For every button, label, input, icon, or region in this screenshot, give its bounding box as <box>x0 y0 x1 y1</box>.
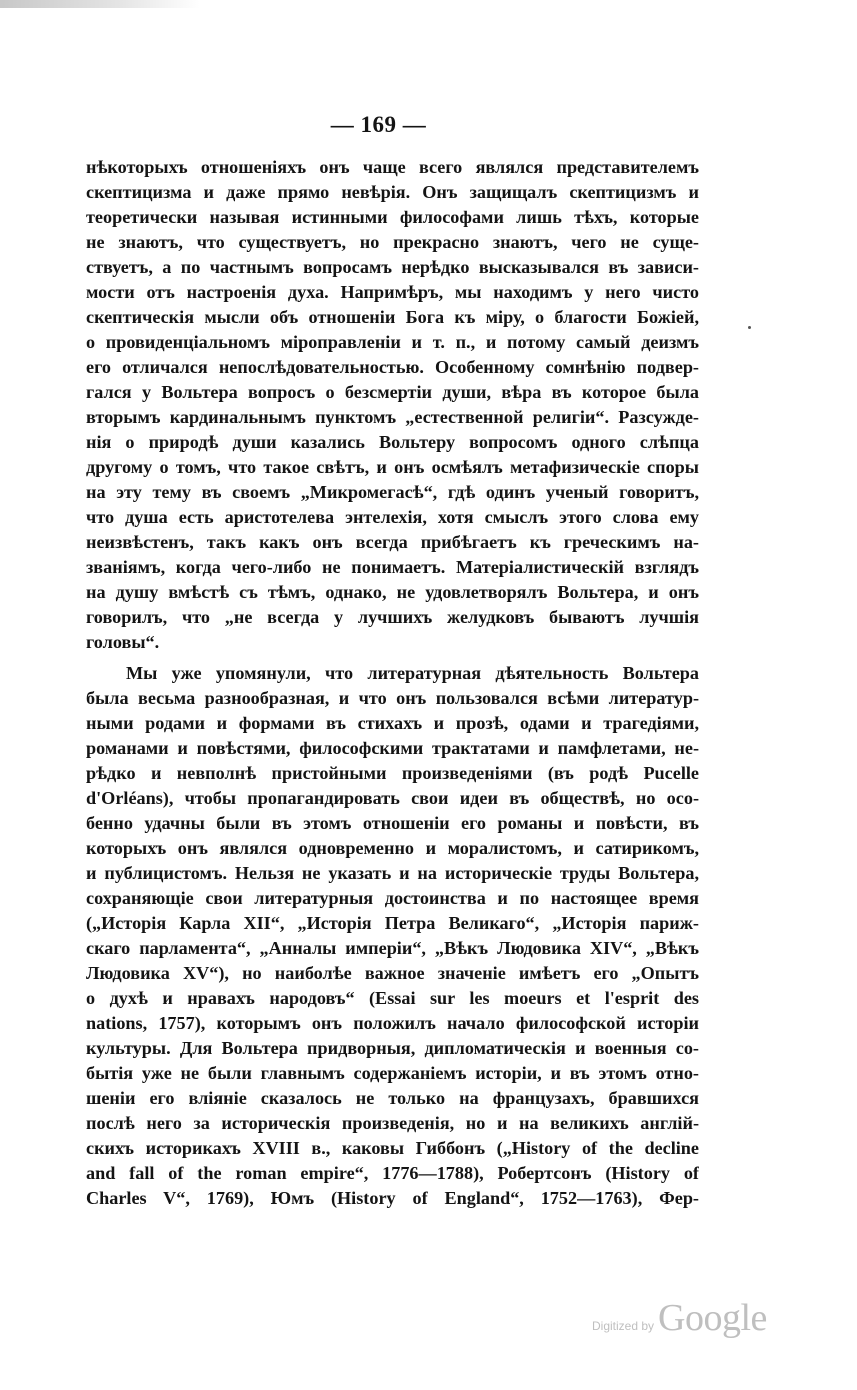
text-line: сохраняющіе свои литературныя достоинства и по настоящее время <box>86 888 699 908</box>
text-line: скаго парламента“, „Анналы имперіи“, „Вѣкъ Людовика XIV“, „Вѣкъ <box>86 938 699 958</box>
text-line: послѣ него за историческія произведенія, но и на великихъ англій- <box>86 1113 699 1133</box>
text-line: бытія уже не были главнымъ содержаніемъ исторіи, и въ этомъ отно- <box>86 1063 699 1083</box>
watermark-prefix: Digitized by <box>592 1319 655 1333</box>
text-line: которыхъ онъ являлся одновременно и моралистомъ, и сатирикомъ, <box>86 838 699 858</box>
text-line: о провиденціальномъ міроправленіи и т. п., и потому самый деизмъ <box>86 332 699 352</box>
text-line: („Исторія Карла XII“, „Исторія Петра Великаго“, „Исторія париж- <box>86 913 699 933</box>
text-line: теоретически называя истинными философами лишь тѣхъ, которые <box>86 207 699 227</box>
text-line: and fall of the roman empire“, 1776—1788), Робертсонъ (History of <box>86 1163 699 1183</box>
page-number: — 169 — <box>330 112 427 137</box>
text-line: говорилъ, что „не всегда у лучшихъ желудковъ бываютъ лучшія <box>86 607 699 627</box>
paragraph-start-line: Мы уже упомянули, что литературная дѣятельность Вольтера <box>126 663 699 683</box>
paragraph-end-line: головы“. <box>86 632 160 652</box>
text-line: на душу вмѣстѣ съ тѣмъ, однако, не удовлетворялъ Вольтера, и онъ <box>86 582 699 602</box>
text-line: бенно удачны были въ этомъ отношеніи его романы и повѣсти, въ <box>86 813 699 833</box>
text-line: нѣкоторыхъ отношеніяхъ онъ чаще всего являлся представителемъ <box>86 157 699 177</box>
text-line: не знаютъ, что существуетъ, но прекрасно знаютъ, чего не суще- <box>86 232 699 252</box>
text-line: неизвѣстенъ, такъ какъ онъ всегда прибѣгаетъ къ греческимъ на- <box>86 532 699 552</box>
text-line: романами и повѣстями, философскими трактатами и памфлетами, не- <box>86 738 699 758</box>
text-line: культуры. Для Вольтера придворныя, дипломатическія и военныя со- <box>86 1038 699 1058</box>
text-line: ными родами и формами въ стихахъ и прозѣ, одами и трагедіями, <box>86 713 699 733</box>
text-line: о духѣ и нравахъ народовъ“ (Essai sur les moeurs et l'esprit des <box>86 988 699 1008</box>
text-line: нія о природѣ души казались Вольтеру вопросомъ одного слѣпца <box>86 432 699 452</box>
text-line: была весьма разнообразная, и что онъ пользовался всѣми литератур- <box>86 688 699 708</box>
text-line: что душа есть аристотелева энтелехія, хотя смыслъ этого слова ему <box>86 507 699 527</box>
text-line: гался у Вольтера вопросъ о безсмертіи души, вѣра въ которое была <box>86 382 699 402</box>
text-line: d'Orléans), чтобы пропагандировать свои идеи въ обществѣ, но осо- <box>86 788 699 808</box>
google-logo: Google <box>658 1297 767 1339</box>
text-line: скептическія мысли объ отношеніи Бога къ міру, о благости Божіей, <box>86 307 699 327</box>
text-line: Charles V“, 1769), Юмъ (History of England“, 1752—1763), Фер- <box>86 1188 699 1208</box>
text-line: и публицистомъ. Нельзя не указать и на историческіе труды Вольтера, <box>86 863 699 883</box>
text-line: другому о томъ, что такое свѣтъ, и онъ осмѣялъ метафизическіе споры <box>86 457 699 477</box>
text-line: ствуетъ, а по частнымъ вопросамъ нерѣдко высказывался въ зависи- <box>86 257 699 277</box>
text-line: на эту тему въ своемъ „Микромегасѣ“, гдѣ одинъ ученый говоритъ, <box>86 482 699 502</box>
text-line: рѣдко и невполнѣ пристойными произведеніями (въ родѣ Pucelle <box>86 763 699 783</box>
scan-edge-mark <box>0 0 200 8</box>
text-line: скихъ историкахъ XVIII в., каковы Гиббонъ („History of the decline <box>86 1138 699 1158</box>
text-line: шеніи его вліяніе сказалось не только на французахъ, бравшихся <box>86 1088 699 1108</box>
text-line: мости отъ настроенія духа. Напримѣръ, мы находимъ у него чисто <box>86 282 699 302</box>
text-line: Людовика XV“), но наиболѣе важное значеніе имѣетъ его „Опытъ <box>86 963 699 983</box>
body-text <box>86 155 699 1211</box>
digitized-watermark <box>592 1296 767 1340</box>
scan-speck <box>748 326 751 329</box>
text-line: его отличался непослѣдовательностью. Особенному сомнѣнію подвер- <box>86 357 699 377</box>
text-line: вторымъ кардинальнымъ пунктомъ „естественной религіи“. Разсужде- <box>86 407 699 427</box>
text-line: nations, 1757), которымъ онъ положилъ начало философской исторіи <box>86 1013 699 1033</box>
text-line: скептицизма и даже прямо невѣрія. Онъ защищалъ скептицизмъ и <box>86 182 699 202</box>
text-line: званіямъ, когда чего-либо не понимаетъ. Матеріалистическій взглядъ <box>86 557 699 577</box>
